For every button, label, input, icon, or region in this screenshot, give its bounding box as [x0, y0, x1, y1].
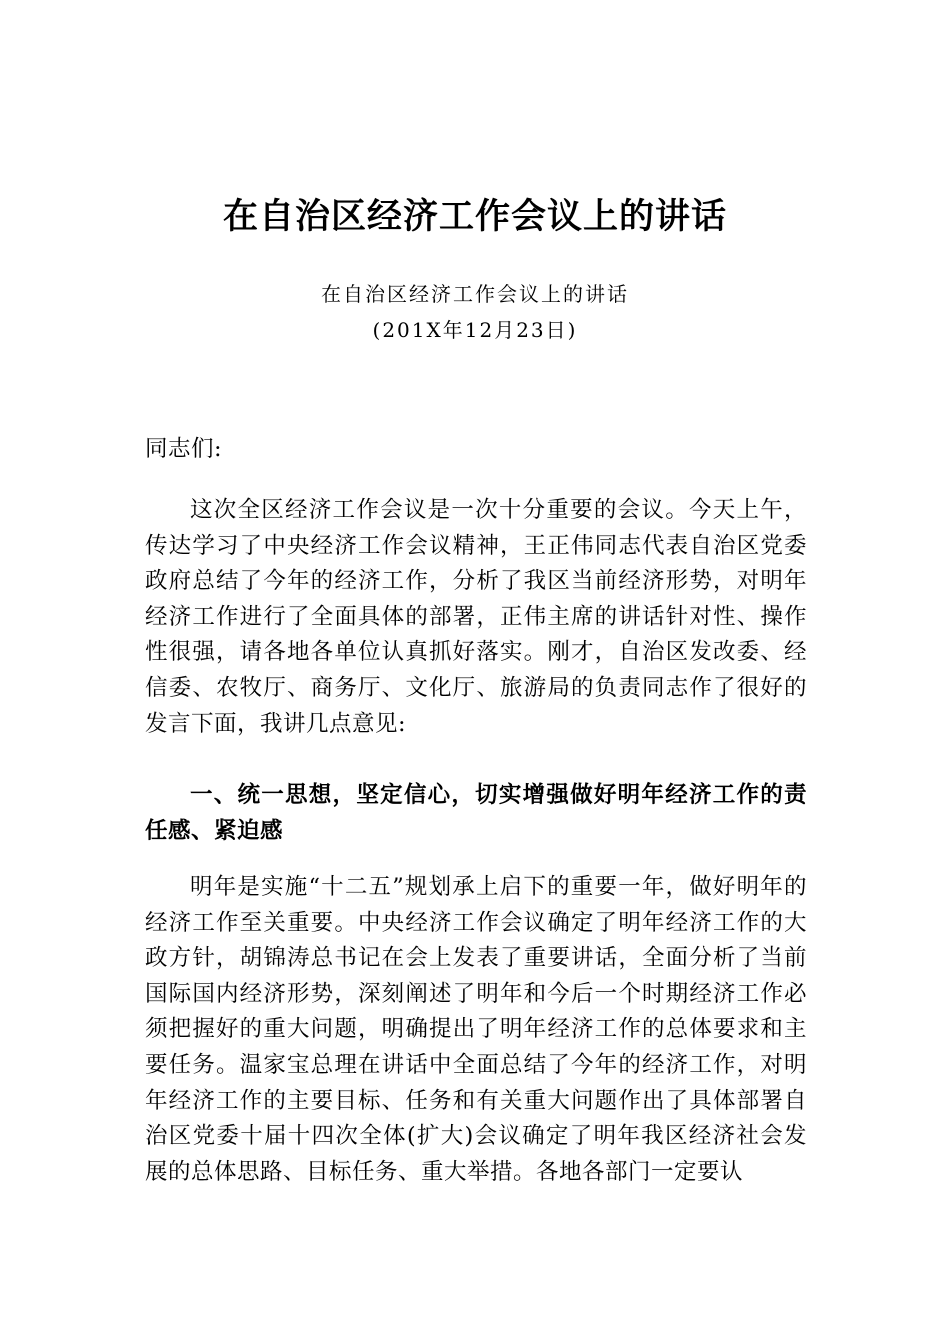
paragraph-intro: 这次全区经济工作会议是一次十分重要的会议。今天上午，传达学习了中央经济工作会议精神，王正伟同志代表自治区党委政府总结了今年的经济工作，分析了我区当前经济形势，对明年经济工作进行了全面具体的部署，正伟主席的讲话针对性、操作性很强，请各地各单位认真抓好落实。刚才，自治区发改委、经信委、农牧厅、商务厅、文化厅、旅游局的负责同志作了很好的发言下面，我讲几点意见: — [145, 497, 807, 737]
document-title: 在自治区经济工作会议上的讲话 — [222, 197, 727, 237]
section-heading-1: 一、统一思想，坚定信心，切实增强做好明年经济工作的责任感、紧迫感 — [145, 782, 807, 844]
document-subtitle: 在自治区经济工作会议上的讲话 — [321, 282, 629, 306]
document-date: (201X年12月23日) — [372, 318, 578, 342]
salutation: 同志们: — [145, 436, 223, 462]
paragraph-section-1: 明年是实施“十二五”规划承上启下的重要一年，做好明年的经济工作至关重要。中央经济工作会议确定了明年经济工作的大政方针，胡锦涛总书记在会上发表了重要讲话，全面分析了当前国际国内经济形势，深刻阐述了明年和今后一个时期经济工作必须把握好的重大问题，明确提出了明年经济工作的总体要求和主要任务。温家宝总理在讲话中全面总结了今年的经济工作，对明年经济工作的主要目标、任务和有关重大问题作出了具体部署自治区党委十届十四次全体(扩大)会议确定了明年我区经济社会发展的总体思路、目标任务、重大举措。各地各部门一定要认 — [145, 874, 807, 1185]
